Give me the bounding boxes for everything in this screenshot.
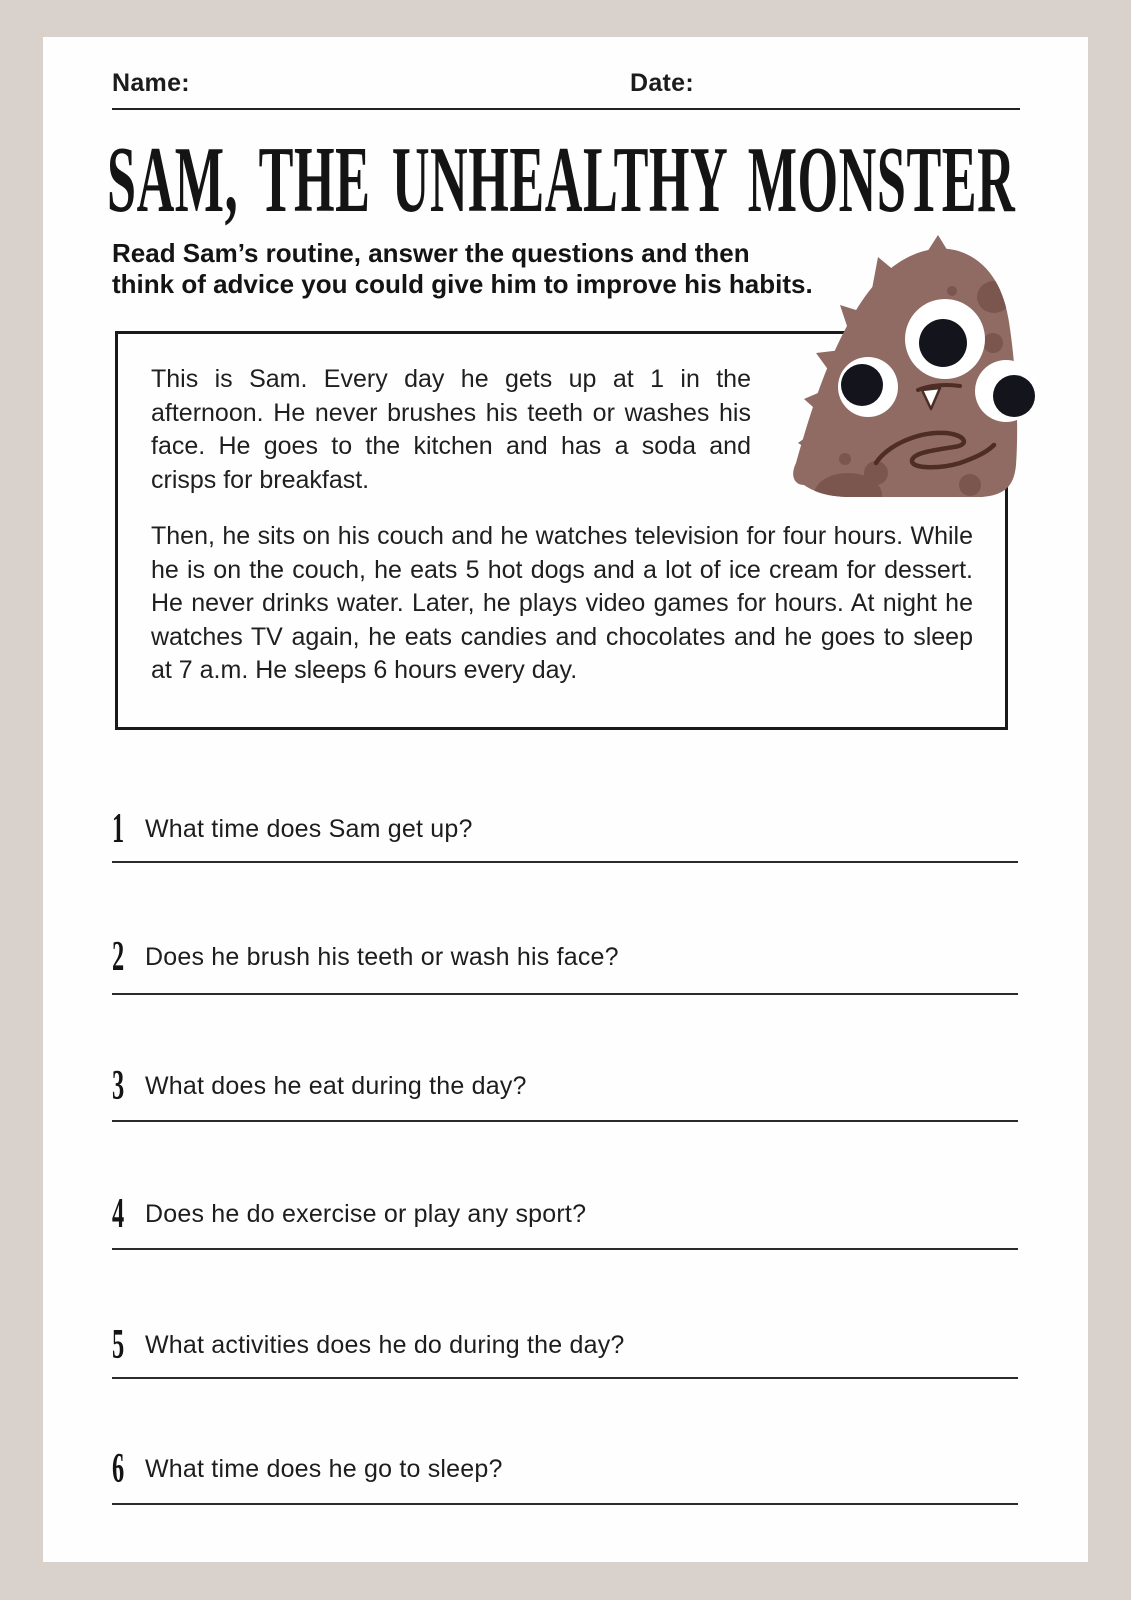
passage-paragraph-2: Then, he sits on his couch and he watches television for four hours. While he is on the couch, he eats 5 hot dogs and a lot of ice cream for dessert. He never drinks water. Later, he plays video games for hours. At night he watches TV again, he eats candies and chocolates and he goes to sleep at 7 a.m. He sleeps 6 hours every day.: [151, 522, 973, 684]
question-4-number: 4: [112, 1191, 125, 1237]
name-date-writing-line[interactable]: [112, 108, 1020, 110]
question-5: [112, 1322, 625, 1368]
question-6-number: 6: [112, 1446, 125, 1492]
question-2-number: 2: [112, 934, 125, 980]
question-4-text: Does he do exercise or play any sport?: [145, 1199, 587, 1228]
answer-line-6[interactable]: [112, 1503, 1018, 1505]
answer-line-1[interactable]: [112, 861, 1018, 863]
question-5-number: 5: [112, 1322, 125, 1368]
passage-paragraph-1: This is Sam. Every day he gets up at 1 in the afternoon. He never brushes his teeth or washes his face. He goes to the kitchen and has a soda and crisps for breakfast.: [151, 365, 751, 494]
monster-left-eye-icon: [838, 357, 898, 417]
question-6: [112, 1446, 503, 1492]
monster-right-eye-icon: [975, 360, 1037, 422]
page-title: SAM, THE UNHEALTHY MONSTER: [107, 128, 1016, 232]
question-6-text: What time does he go to sleep?: [145, 1454, 503, 1483]
question-5-text: What activities does he do during the day?: [145, 1330, 625, 1359]
instructions-line-2: think of advice you could give him to improve his habits.: [112, 269, 813, 299]
question-1: [112, 806, 473, 852]
sam-monster-illustration: [788, 227, 1038, 512]
question-2-text: Does he brush his teeth or wash his face?: [145, 942, 619, 971]
question-1-text: What time does Sam get up?: [145, 814, 473, 843]
question-4: [112, 1191, 587, 1237]
instructions: [112, 238, 813, 300]
answer-line-2[interactable]: [112, 993, 1018, 995]
monster-center-eye-icon: [905, 299, 985, 379]
question-3-number: 3: [112, 1063, 125, 1109]
question-3: [112, 1063, 527, 1109]
name-label: Name:: [112, 69, 190, 97]
question-1-number: 1: [112, 806, 125, 852]
question-3-text: What does he eat during the day?: [145, 1071, 527, 1100]
answer-line-5[interactable]: [112, 1377, 1018, 1379]
question-2: [112, 934, 619, 980]
answer-line-4[interactable]: [112, 1248, 1018, 1250]
worksheet-page: [43, 37, 1088, 1562]
answer-line-3[interactable]: [112, 1120, 1018, 1122]
instructions-line-1: Read Sam’s routine, answer the questions and then: [112, 238, 750, 268]
date-label: Date:: [630, 69, 695, 97]
